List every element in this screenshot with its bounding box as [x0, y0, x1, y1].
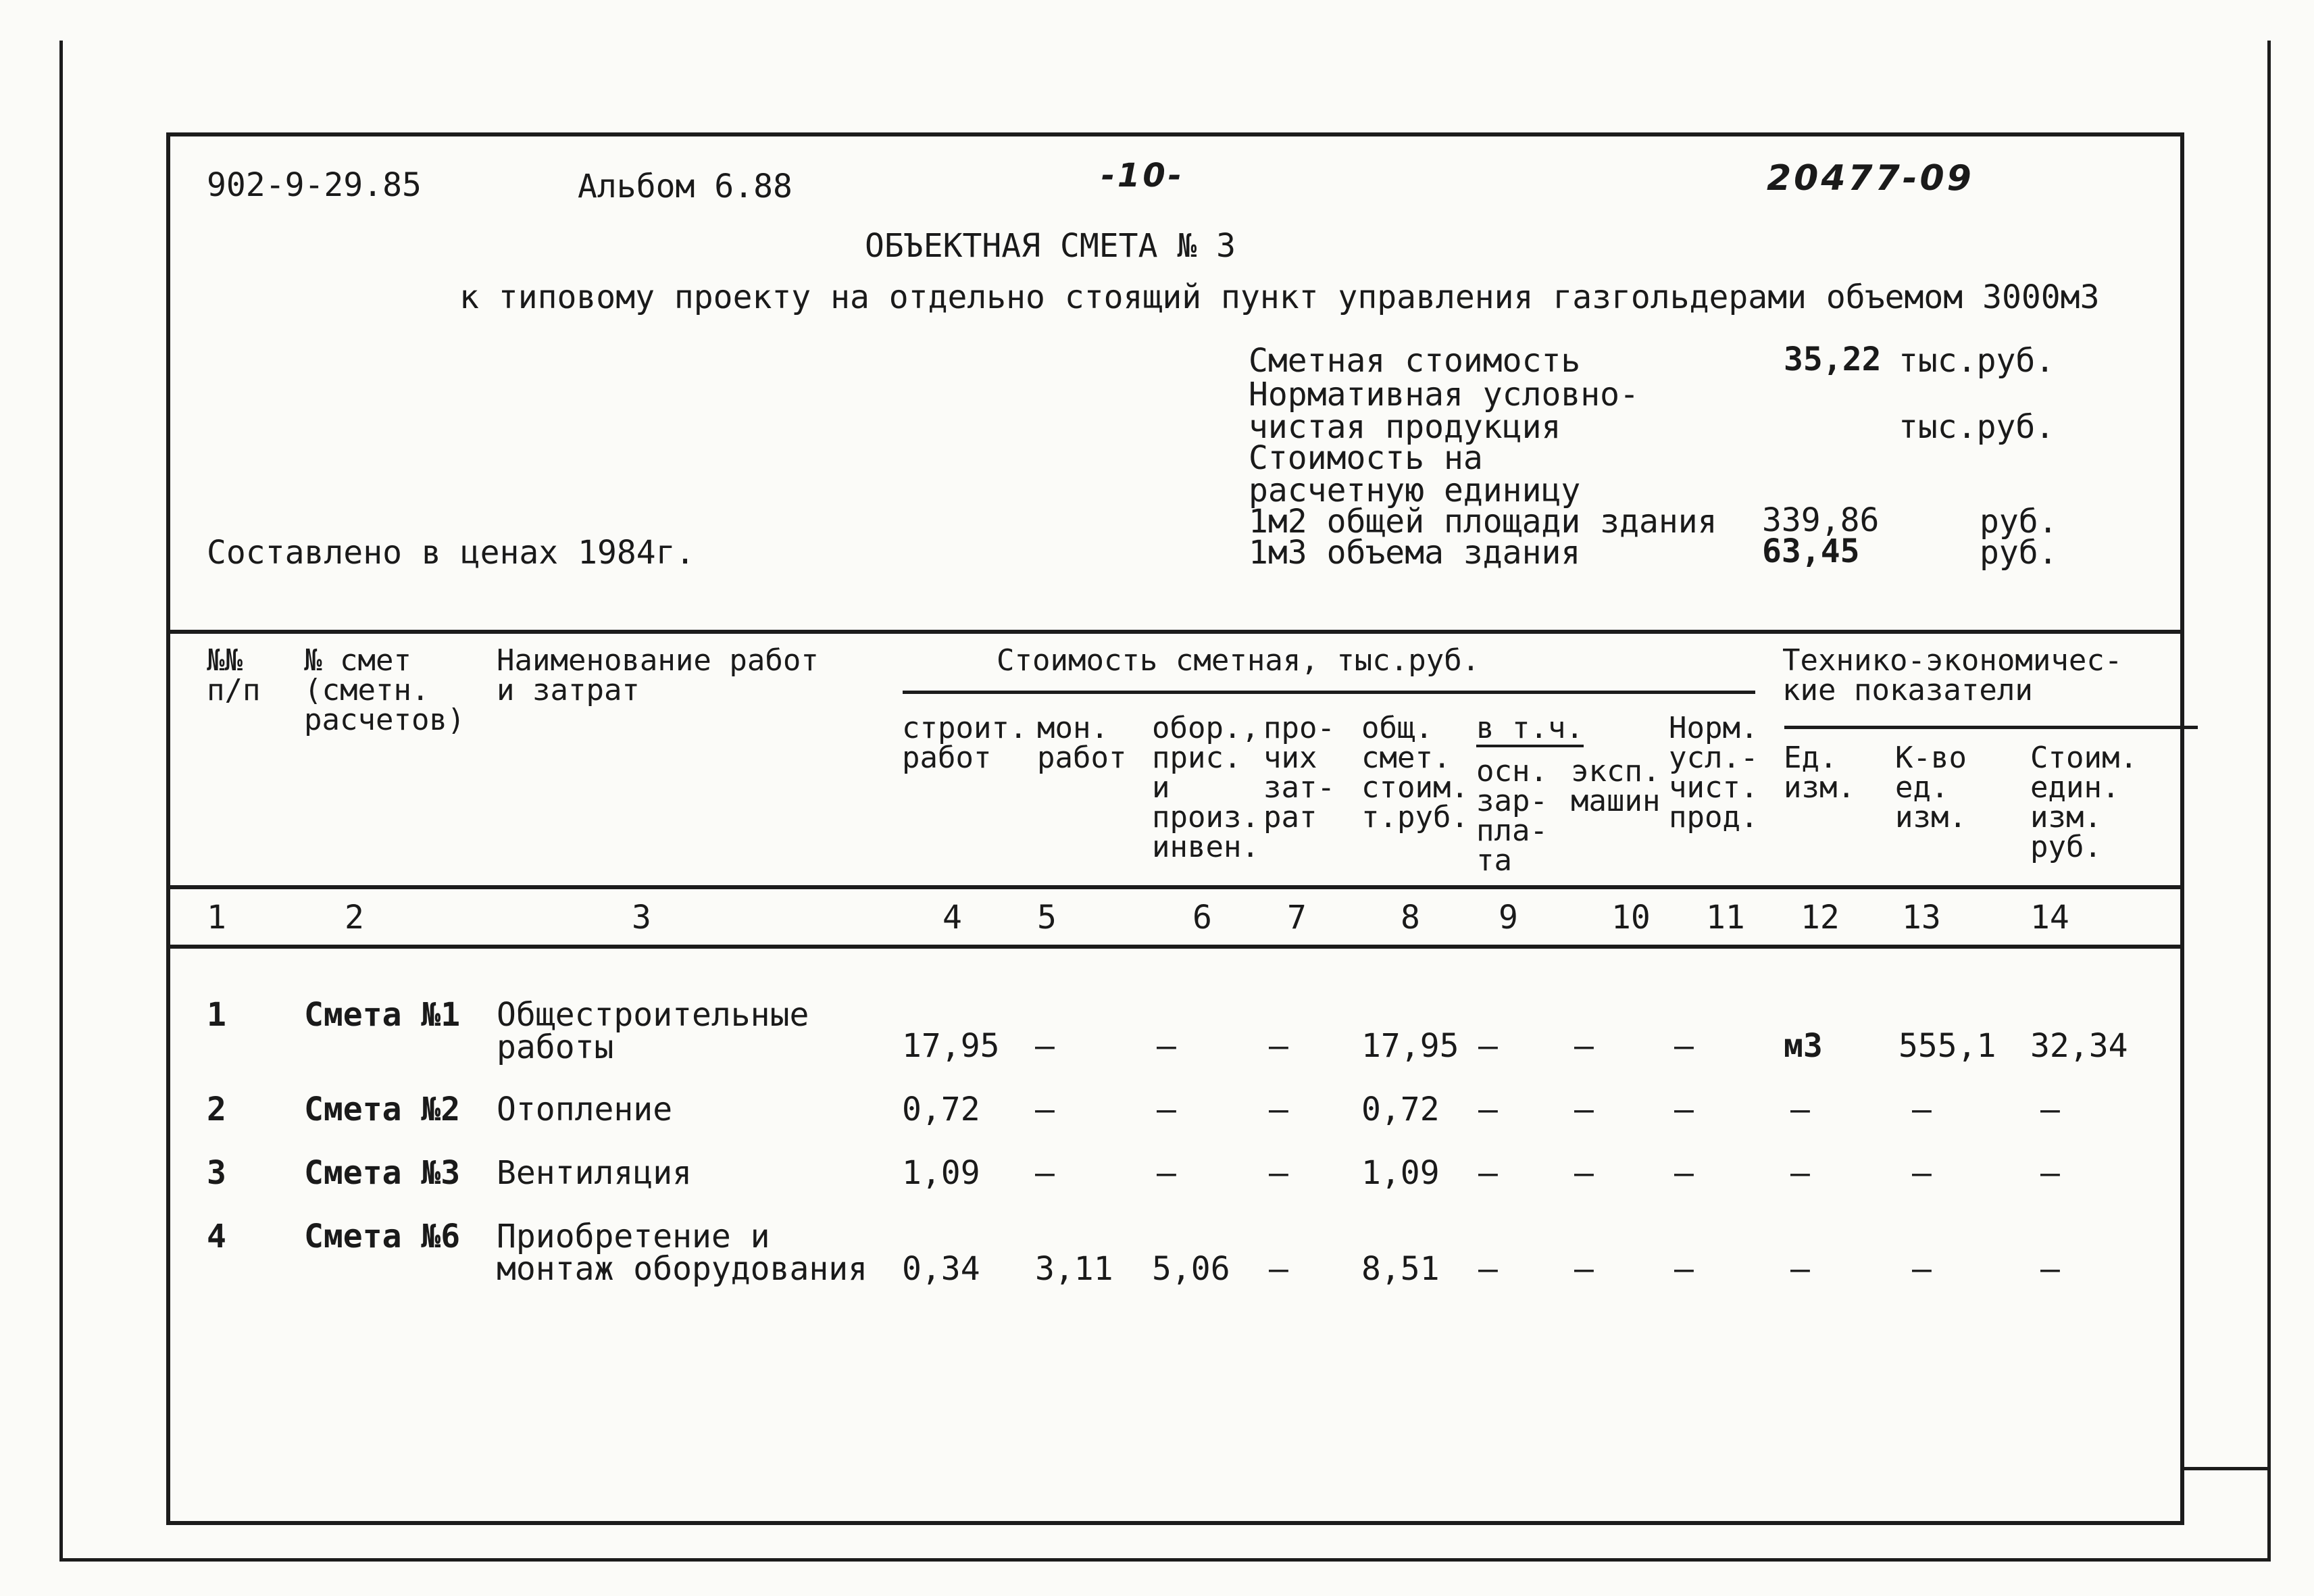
column-number: 1 [207, 899, 226, 937]
row-installation: 3,11 [1035, 1250, 1113, 1288]
row-estimate: Смета №1 [304, 996, 461, 1034]
col-header-other: про- чих зат- рат [1263, 711, 1335, 834]
col-header-equipment: обор., прис. и произ. инвен. [1152, 711, 1259, 864]
col-group-cost: Стоимость сметная, тыс.руб. [997, 643, 1480, 678]
col-header-norm: Норм. усл.- чист. прод. [1669, 711, 1759, 834]
row-machines: – [1574, 1154, 1594, 1192]
col-header-num: №№ п/п [207, 643, 261, 707]
row-wages: – [1478, 1091, 1498, 1128]
inner-bottom-border [166, 1521, 2184, 1525]
column-number: 6 [1192, 899, 1212, 937]
row-unit: – [1790, 1250, 1810, 1288]
prices-note: Составлено в ценах 1984г. [207, 534, 695, 572]
row-wages: – [1478, 1250, 1498, 1288]
document-title: ОБЪЕКТНАЯ СМЕТА № 3 [865, 227, 1236, 265]
table-top-line [166, 630, 2184, 634]
row-unit: – [1790, 1154, 1810, 1192]
col-header-name: Наименование работ и затрат [497, 643, 819, 707]
outer-bottom-border [59, 1558, 2271, 1562]
col-header-unit: Ед. изм. [1784, 741, 1855, 805]
row-total: 0,72 [1361, 1091, 1440, 1128]
column-number: 8 [1401, 899, 1420, 937]
column-number: 4 [942, 899, 962, 937]
row-other: – [1269, 1027, 1288, 1065]
row-num: 1 [207, 996, 226, 1034]
column-number: 14 [2030, 899, 2069, 937]
row-other: – [1269, 1250, 1288, 1288]
row-unit-cost: – [2040, 1091, 2060, 1128]
m2-unit: руб. [1980, 503, 2058, 541]
col-header-wages: осн. зар- пла- та [1476, 754, 1548, 878]
row-construction: 0,72 [902, 1091, 980, 1128]
m2-label: 1м2 общей площади здания [1249, 503, 1717, 541]
row-unit-cost: – [2040, 1154, 2060, 1192]
row-unit: – [1790, 1091, 1810, 1128]
row-construction: 17,95 [902, 1027, 1000, 1065]
outer-right-border [2267, 41, 2271, 1561]
cost-unit: тыс.руб. [1898, 342, 2055, 380]
row-construction: 0,34 [902, 1250, 980, 1288]
album-label: Альбом 6.88 [578, 168, 793, 205]
row-quantity: – [1912, 1154, 1932, 1192]
header-bottom-line [166, 885, 2184, 889]
cost-value: 35,22 [1784, 341, 1882, 378]
col-group-tech: Технико-экономичес- кие показатели [1782, 643, 2123, 707]
row-installation: – [1035, 1027, 1055, 1065]
row-wages: – [1478, 1027, 1498, 1065]
row-num: 2 [207, 1091, 226, 1128]
row-estimate: Смета №6 [304, 1218, 461, 1255]
row-installation: – [1035, 1154, 1055, 1192]
row-total: 17,95 [1361, 1027, 1459, 1065]
stamp-box-top [2180, 1467, 2271, 1470]
row-quantity: – [1912, 1250, 1932, 1288]
inner-right-border [2180, 132, 2184, 1525]
row-num: 3 [207, 1154, 226, 1192]
row-total: 1,09 [1361, 1154, 1440, 1192]
col-header-construction: строит. работ [902, 711, 1028, 775]
row-name: Отопление [497, 1091, 673, 1128]
row-norm: – [1674, 1250, 1694, 1288]
normative-label: Нормативная условно- чистая продукция [1249, 376, 1639, 446]
row-equipment: – [1157, 1027, 1176, 1065]
row-norm: – [1674, 1027, 1694, 1065]
normative-unit: тыс.руб. [1898, 408, 2055, 446]
row-installation: – [1035, 1091, 1055, 1128]
column-number: 11 [1706, 899, 1745, 937]
column-number: 10 [1611, 899, 1651, 937]
column-number: 3 [632, 899, 651, 937]
row-unit-cost: – [2040, 1250, 2060, 1288]
page-number: -10- [1101, 157, 1184, 195]
inner-left-border [166, 132, 170, 1525]
outer-left-border [59, 41, 63, 1561]
document-subtitle: к типовому проекту на отдельно стоящий пункт управления газгольдерами объемом 3000м3 [459, 278, 2100, 316]
row-estimate: Смета №2 [304, 1091, 461, 1128]
cost-group-underline [903, 691, 1755, 694]
row-other: – [1269, 1154, 1288, 1192]
column-number: 2 [345, 899, 364, 937]
row-machines: – [1574, 1091, 1594, 1128]
column-number: 9 [1499, 899, 1518, 937]
m3-label: 1м3 объема здания [1249, 534, 1581, 572]
column-number: 5 [1037, 899, 1057, 937]
row-quantity: 555,1 [1898, 1027, 1996, 1065]
tech-group-underline [1784, 726, 2198, 729]
row-equipment: – [1157, 1091, 1176, 1128]
row-unit: м3 [1784, 1027, 1823, 1065]
row-other: – [1269, 1091, 1288, 1128]
inventory-number: 20477-09 [1767, 158, 1974, 199]
row-wages: – [1478, 1154, 1498, 1192]
row-quantity: – [1912, 1091, 1932, 1128]
col-header-quantity: К-во ед. изм. [1895, 741, 1967, 834]
doc-code: 902-9-29.85 [207, 166, 422, 204]
col-header-machines: эксп. машин [1571, 754, 1661, 818]
row-equipment: 5,06 [1152, 1250, 1230, 1288]
inner-top-border [166, 132, 2184, 136]
row-estimate: Смета №3 [304, 1154, 461, 1192]
row-name: Вентиляция [497, 1154, 692, 1192]
col-header-total: общ. смет. стоим. т.руб. [1361, 711, 1469, 834]
row-machines: – [1574, 1027, 1594, 1065]
row-norm: – [1674, 1154, 1694, 1192]
row-total: 8,51 [1361, 1250, 1440, 1288]
column-number: 7 [1287, 899, 1307, 937]
col-header-estimate: № смет (сметн. расчетов) [304, 643, 466, 737]
column-number: 12 [1801, 899, 1840, 937]
m3-unit: руб. [1980, 534, 2058, 572]
col-header-incl: в т.ч. [1476, 714, 1584, 747]
row-machines: – [1574, 1250, 1594, 1288]
cost-label: Сметная стоимость [1249, 342, 1581, 380]
row-name: Общестроительные работы [497, 996, 809, 1066]
row-norm: – [1674, 1091, 1694, 1128]
unit-cost-label: Стоимость на расчетную единицу [1249, 439, 1581, 509]
column-number: 13 [1902, 899, 1941, 937]
col-header-unit-cost: Стоим. един. изм. руб. [2030, 741, 2138, 864]
row-name: Приобретение и монтаж оборудования [497, 1218, 868, 1288]
row-construction: 1,09 [902, 1154, 980, 1192]
m2-value: 339,86 [1762, 501, 1880, 539]
row-num: 4 [207, 1218, 226, 1255]
m3-value: 63,45 [1762, 532, 1860, 570]
column-numbers-bottom-line [166, 945, 2184, 949]
col-header-installation: мон. работ [1037, 711, 1127, 775]
row-equipment: – [1157, 1154, 1176, 1192]
row-unit-cost: 32,34 [2030, 1027, 2128, 1065]
